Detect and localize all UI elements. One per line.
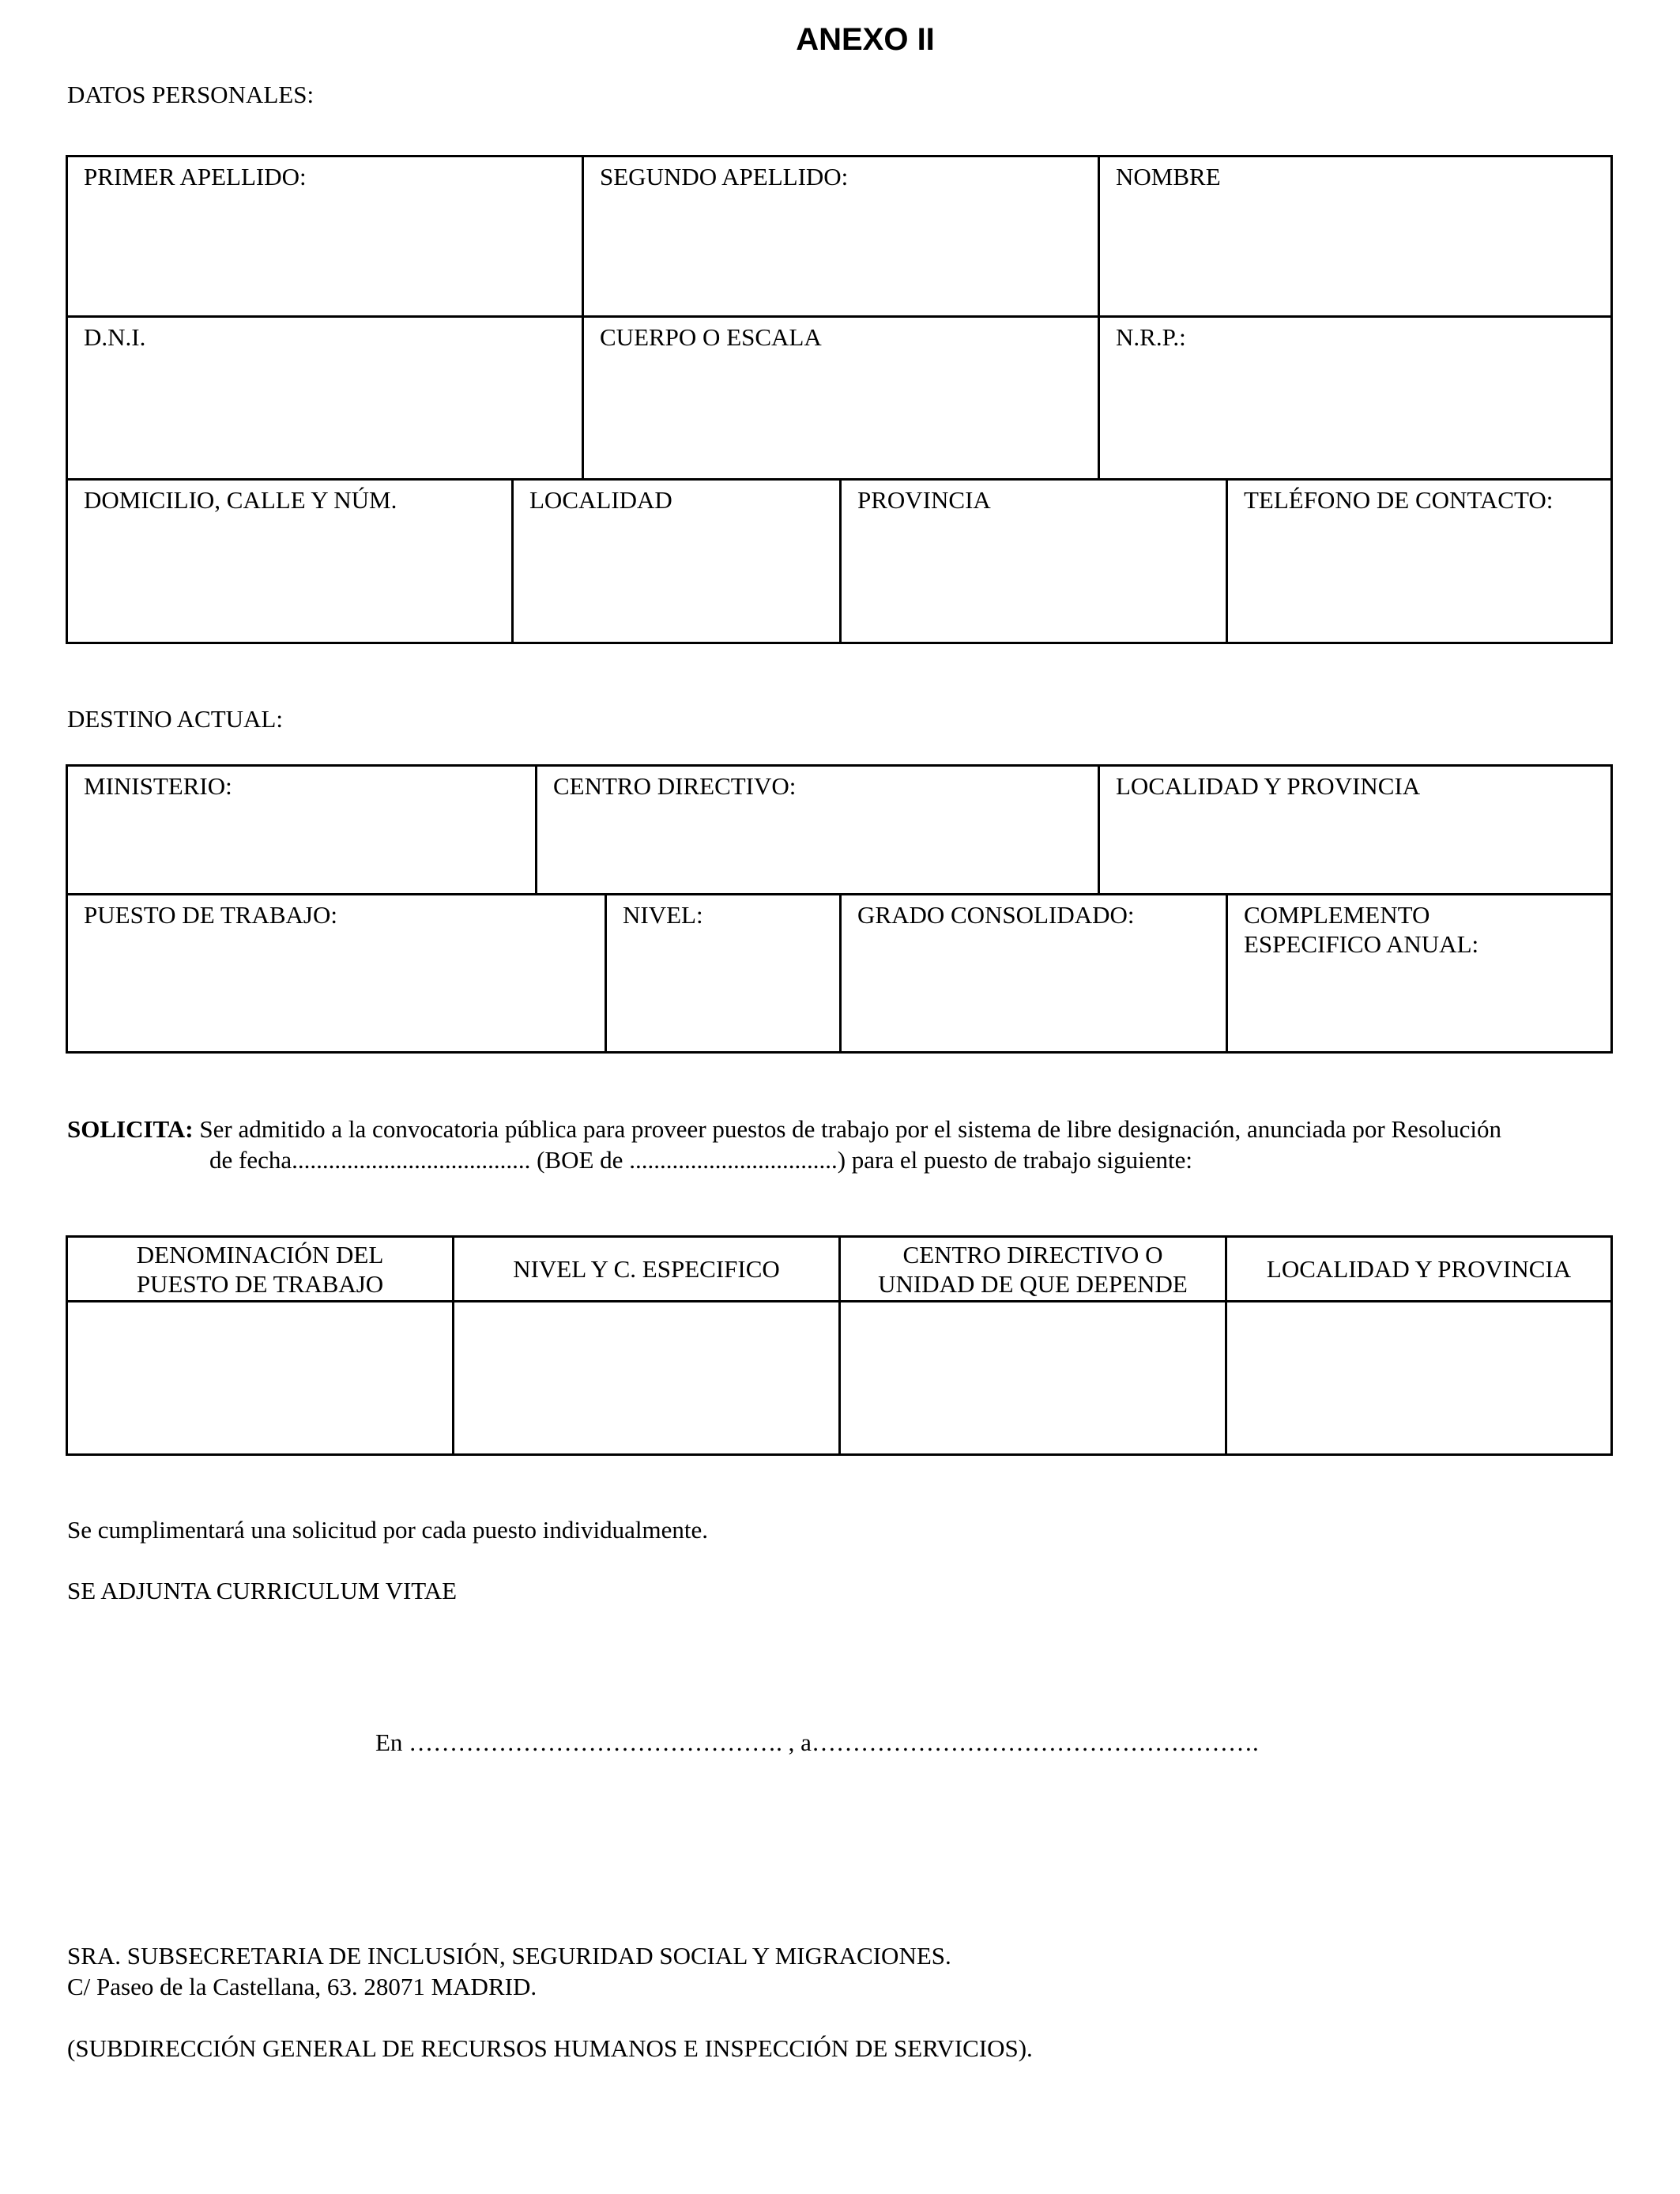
denominacion-input-cell[interactable] xyxy=(68,1302,454,1453)
grado-consolidado-field[interactable]: GRADO CONSOLIDADO: xyxy=(842,895,1228,1051)
destinatario-line3: (SUBDIRECCIÓN GENERAL DE RECURSOS HUMANOS E INSPECCIÓN DE SERVICIOS). xyxy=(67,2034,1033,2062)
localidad-provincia-input-cell[interactable] xyxy=(1227,1302,1610,1453)
denominacion-header-line2: PUESTO DE TRABAJO xyxy=(136,1269,384,1298)
note-text: Se cumplimentará una solicitud por cada puesto individualmente. xyxy=(67,1516,708,1544)
nombre-field[interactable]: NOMBRE xyxy=(1100,157,1610,318)
cuerpo-escala-field[interactable]: CUERPO O ESCALA xyxy=(584,318,1100,481)
nivel-especifico-header: NIVEL Y C. ESPECIFICO xyxy=(454,1238,841,1302)
ministerio-field[interactable]: MINISTERIO: xyxy=(68,767,537,895)
datos-personales-heading: DATOS PERSONALES: xyxy=(67,81,315,108)
destino-actual-heading: DESTINO ACTUAL: xyxy=(67,705,283,733)
solicita-line2: de fecha....................................... (BOE de ..................................) para el puesto de trabajo siguiente: xyxy=(209,1146,1193,1174)
puesto-trabajo-field[interactable]: PUESTO DE TRABAJO: xyxy=(68,895,607,1051)
complemento-especifico-field[interactable] xyxy=(1228,895,1610,1051)
denominacion-header-line1: DENOMINACIÓN DEL xyxy=(136,1240,384,1269)
complemento-label-line2: ESPECIFICO ANUAL: xyxy=(1244,930,1479,958)
solicita-line1: Ser admitido a la convocatoria pública para proveer puestos de trabajo por el sistema de libre designación, anunciada por Resolución xyxy=(199,1115,1501,1143)
nivel-especifico-input-cell[interactable] xyxy=(454,1302,841,1453)
dni-field[interactable]: D.N.I. xyxy=(68,318,584,481)
solicita-label: SOLICITA: xyxy=(67,1115,194,1143)
datos-personales-table xyxy=(66,155,1613,644)
centro-directivo-header-line2: UNIDAD DE QUE DEPENDE xyxy=(878,1269,1188,1298)
destinatario-line2: C/ Paseo de la Castellana, 63. 28071 MADRID. xyxy=(67,1973,537,2000)
destino-actual-table xyxy=(66,764,1613,1054)
lugar-fecha-line[interactable]: En ………………………………………. , a………………………………………………. xyxy=(375,1728,1259,1756)
complemento-label-line1: COMPLEMENTO xyxy=(1244,901,1430,929)
centro-directivo-header-line1: CENTRO DIRECTIVO O xyxy=(902,1240,1163,1269)
nivel-field[interactable]: NIVEL: xyxy=(607,895,842,1051)
primer-apellido-field[interactable]: PRIMER APELLIDO: xyxy=(68,157,584,318)
solicita-paragraph xyxy=(67,1114,1501,1144)
nrp-field[interactable]: N.R.P.: xyxy=(1100,318,1610,481)
centro-directivo-field[interactable]: CENTRO DIRECTIVO: xyxy=(537,767,1100,895)
centro-directivo-header xyxy=(841,1238,1227,1302)
centro-directivo-input-cell[interactable] xyxy=(841,1302,1227,1453)
localidad-provincia-field[interactable]: LOCALIDAD Y PROVINCIA xyxy=(1100,767,1610,895)
adjunta-text: SE ADJUNTA CURRICULUM VITAE xyxy=(67,1577,458,1604)
denominacion-header xyxy=(68,1238,454,1302)
segundo-apellido-field[interactable]: SEGUNDO APELLIDO: xyxy=(584,157,1100,318)
puesto-solicitado-table xyxy=(66,1235,1613,1456)
localidad-provincia-header: LOCALIDAD Y PROVINCIA xyxy=(1227,1238,1610,1302)
provincia-field[interactable]: PROVINCIA xyxy=(842,481,1228,642)
localidad-field[interactable]: LOCALIDAD xyxy=(514,481,842,642)
destinatario-line1: SRA. SUBSECRETARIA DE INCLUSIÓN, SEGURIDAD SOCIAL Y MIGRACIONES. xyxy=(67,1942,951,1970)
telefono-field[interactable]: TELÉFONO DE CONTACTO: xyxy=(1244,486,1554,514)
page-title: ANEXO II xyxy=(796,22,935,57)
domicilio-field[interactable]: DOMICILIO, CALLE Y NÚM. xyxy=(68,481,514,642)
